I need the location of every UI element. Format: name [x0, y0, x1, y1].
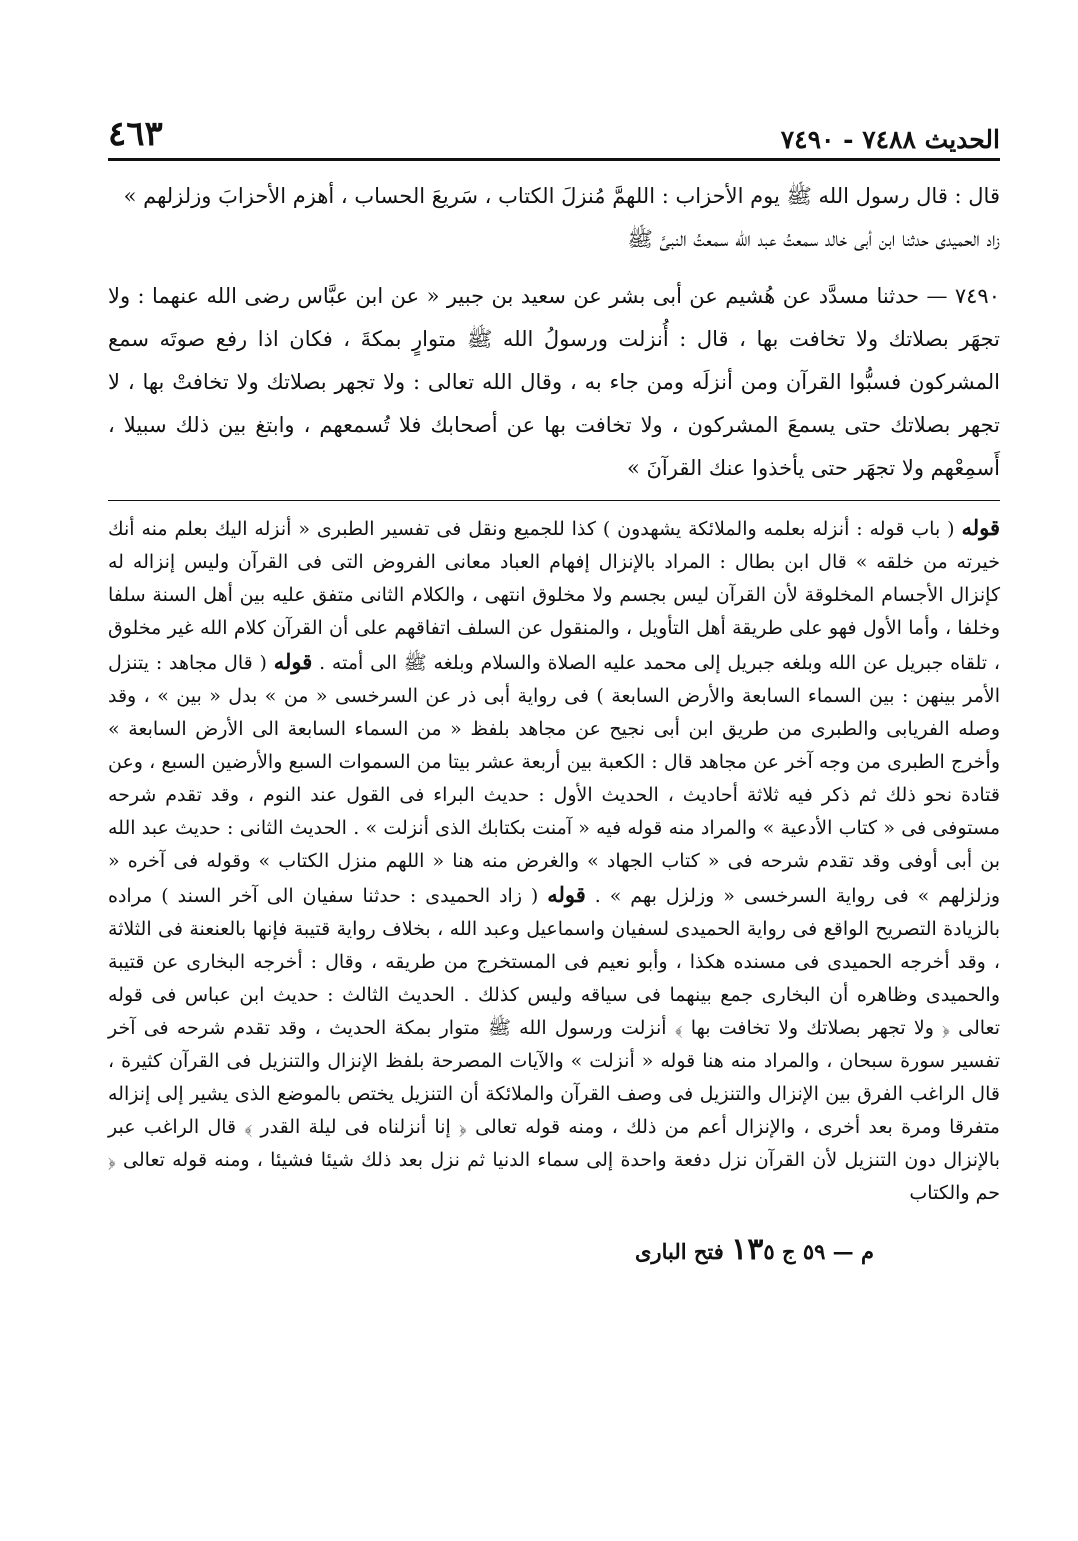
- commentary-text: ( زاد الحميدى : حدثنا سفيان الى آخر السند ) مراده بالزيادة التصريح الواقع فى رواية الحميدى لسفيان واسماعيل وعبد الله ، بخلاف رواية قتيبة فإنها بالعنعنة فى الثلاثة ، وقد أخرجه الحميدى فى مسنده هكذا ، وأبو نعيم فى المستخرج من طريقه ، وقال : أخرجه البخارى عن قتيبة والحميدى وظاهره أن البخارى جمع بينهما فى سياقه وليس كذلك . الحديث الثالث : حديث ابن عباس فى قوله تعالى ﴿ ولا تجهر بصلاتك ولا تخافت بها ﴾ أنزلت ورسول الله ﷺ متوار بمكة الحديث ، وقد تقدم شرحه فى آخر تفسير سورة سبحان ، والمراد منه هنا قوله « أنزلت » والآيات المصرحة بلفظ الإنزال والتنزيل فى القرآن كثيرة ، قال الراغب الفرق بين الإنزال والتنزيل فى وصف القرآن والملائكة أن التنزيل يختص بالموضع الذى يشير إلى إنزاله متفرقا ومرة بعد أخرى ، والإنزال أعم من ذلك ، ومنه قوله تعالى ﴿ إنا أنزلناه فى ليلة القدر ﴾ قال الراغب عبر بالإنزال دون التنزيل لأن القرآن نزل دفعة واحدة إلى سماء الدنيا ثم نزل بعد ذلك شيئا فشيئا ، ومنه قوله تعالى ﴿ حم والكتاب: [108, 885, 1000, 1204]
- lead-word: قوله: [547, 882, 586, 907]
- signature-suffix: ٥ فتح البارى: [635, 1239, 775, 1264]
- signature-prefix: م — ٥٩ ج: [781, 1239, 874, 1264]
- signature-volume: ١٣: [731, 1232, 764, 1267]
- page-number: ٤٦٣: [108, 114, 163, 154]
- hadith-line: قال : قال رسول الله ﷺ يوم الأحزاب : اللهمَّ مُنزلَ الكتاب ، سَريعَ الحساب ، أهزم الأحزابَ وزلزلهم »: [123, 184, 1000, 208]
- section-divider: [108, 500, 1000, 501]
- hadith-range-heading: الحديث ٧٤٨٨ - ٧٤٩٠: [780, 125, 1000, 154]
- hadith-paragraph: ٧٤٩٠ — حدثنا مسدَّد عن هُشيم عن أبى بشر عن سعيد بن جبير « عن ابن عبَّاس رضى الله عنهما : ولا تجهَر بصلاتك ولا تخافت بها ، قال : أُنزلت ورسولُ الله ﷺ متوارٍ بمكةَ ، فكان اذا رفع صوتَه سمع المشركون فسبُّوا القرآن ومن أنزلَه ومن جاء به ، وقال الله تعالى : ولا تجهر بصلاتك ولا تخافتْ بها ، لا تجهر بصلاتك حتى يسمعَ المشركون ، ولا تخافت بها عن أصحابك فلا تُسمعهم ، وابتغ بين ذلك سبيلا ، أَسمِعْهم ولا تجهَر حتى يأخذوا عنك القرآنَ »: [108, 284, 1000, 480]
- header-rule: [108, 158, 1000, 161]
- commentary-text: ( قال مجاهد : يتنزل الأمر بينهن : بين السماء السابعة والأرض السابعة ) فى رواية أبى ذر عن السرخسى « من » بدل « بين » ، وقد وصله الفريابى والطبرى من طريق ابن أبى نجيح عن مجاهد بلفظ « من السماء السابعة الى الأرض السابعة » وأخرج الطبرى من وجه آخر عن مجاهد قال : الكعبة بين أربعة عشر بيتا من السموات السبع والأرضين السبع ، وعن قتادة نحو ذلك ثم ذكر فيه ثلاثة أحاديث ، الحديث الأول : حديث البراء فى القول عند النوم ، وقد تقدم شرحه مستوفى فى « كتاب الأدعية » والمراد منه قوله فيه « آمنت بكتابك الذى أنزلت » . الحديث الثانى : حديث عبد الله بن أبى أوفى وقد تقدم شرحه فى « كتاب الجهاد » والغرض منه هنا « اللهم منزل الكتاب » وقوله فى آخره « وزلزلهم » فى رواية السرخسى « وزلزل بهم » .: [108, 652, 1000, 907]
- lead-word: قوله: [273, 649, 313, 674]
- commentary-paragraph: [108, 511, 1000, 1210]
- commentary-text: ( باب قوله : أنزله بعلمه والملائكة يشهدون ) كذا للجميع ونقل فى تفسير الطبرى « أنزله اليك بعلم منه أنك خيرته من خلقه » قال ابن بطال : المراد بالإنزال إفهام العباد معانى الفروض التى فى القرآن وليس إنزاله له كإنزال الأجسام المخلوقة لأن القرآن ليس بجسم ولا مخلوق انتهى ، والكلام الثانى متفق عليه بين أهل السنة سلفا وخلفا ، وأما الأول فهو على طريقة أهل التأويل ، والمنقول عن السلف اتفاقهم على أن القرآن كلام الله غير مخلوق ، تلقاه جبريل عن الله وبلغه جبريل إلى محمد عليه الصلاة والسلام وبلغه ﷺ الى أمته .: [108, 518, 1000, 674]
- hadith-text-block: [108, 175, 1000, 490]
- hadith-line: زاد الحميدى حدثنا ابن أبى خالد سمعتُ عبد الله سمعتُ النبىَّ ﷺ: [627, 227, 1000, 251]
- lead-word: قوله: [961, 515, 1000, 540]
- printer-signature: [108, 1232, 1000, 1267]
- commentary-block: [108, 511, 1000, 1210]
- running-head: [108, 0, 1000, 154]
